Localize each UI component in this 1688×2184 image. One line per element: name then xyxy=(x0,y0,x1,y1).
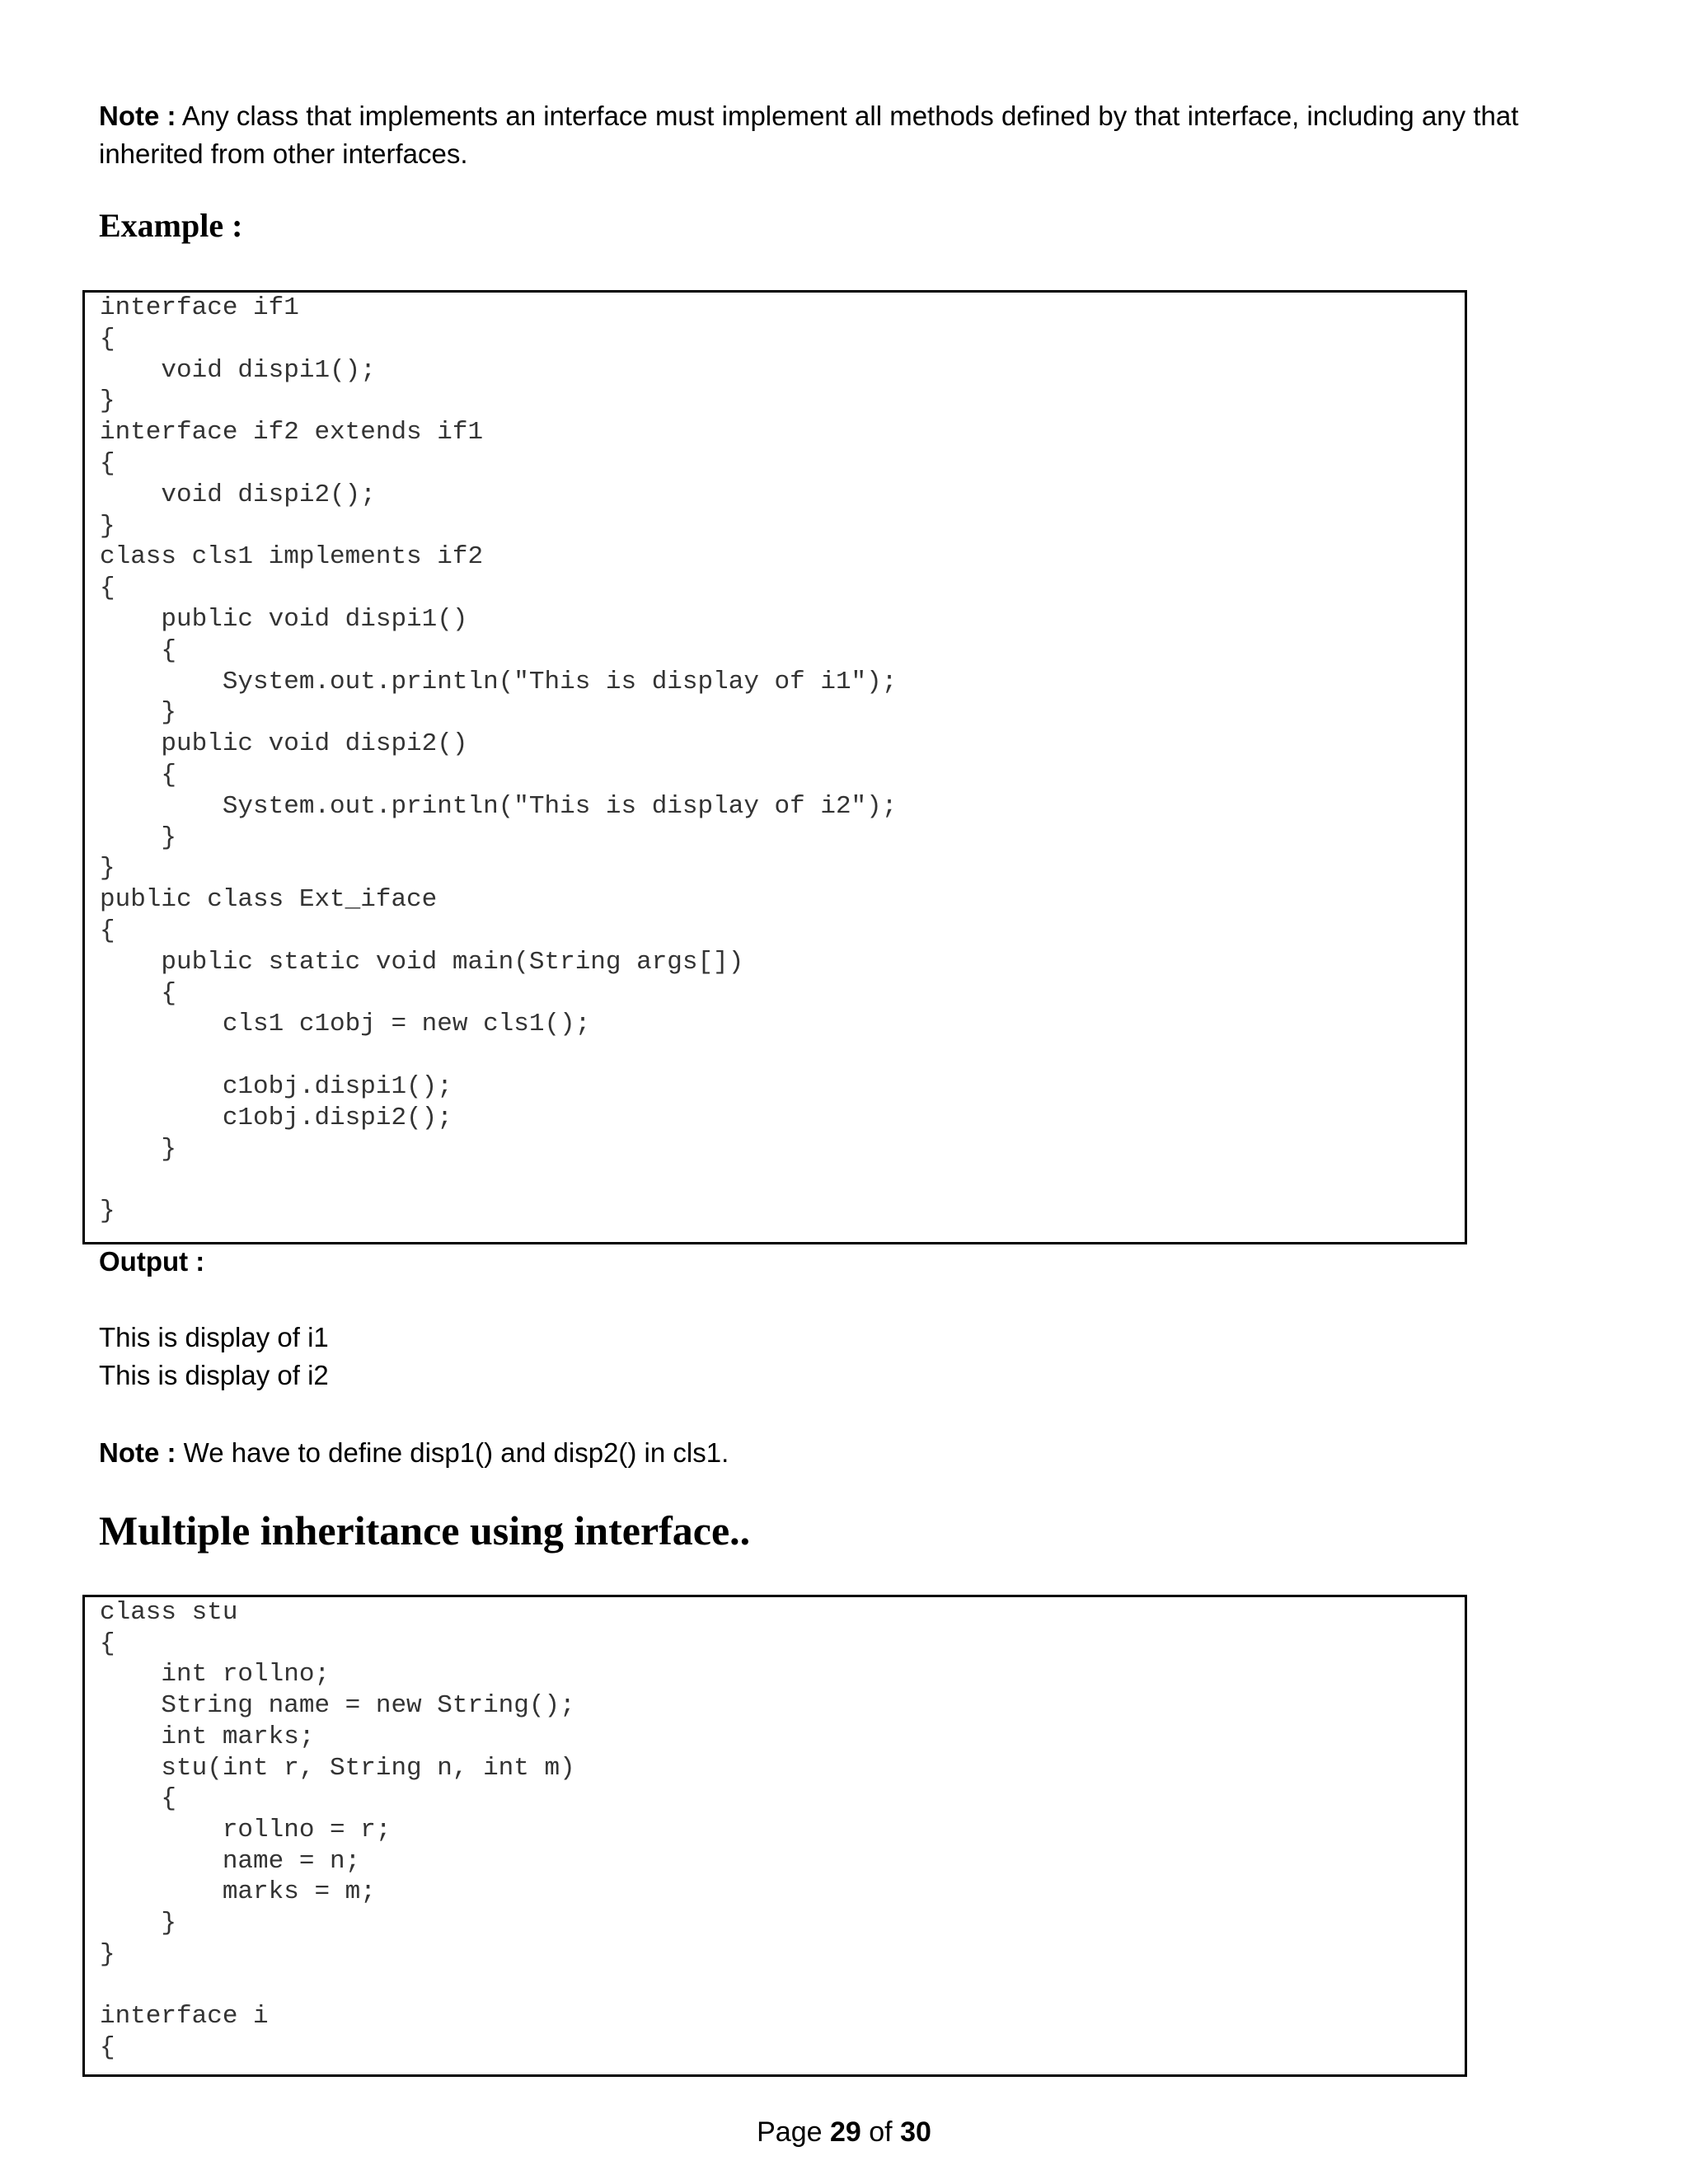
current-page-number: 29 xyxy=(829,2116,861,2148)
code-text: interface if1 { void dispi1(); } interface if2 extends if1 { void dispi2(); } class cls1 implements if2 { public void dispi1() { System.out.println("This is display of i1"); } public void dispi2() { System.out.println("This is display of i2"); } } public class Ext_iface { public static void main(String args[]) { cls1 c1obj = new cls1(); c1obj.dispi1(); c1obj.dispi2(); } } xyxy=(100,293,898,1226)
note-text: Any class that implements an interface must implement all methods defined by that interface, including any that inherited from other interfaces. xyxy=(99,101,1519,169)
note-paragraph xyxy=(99,97,1607,173)
total-page-number: 30 xyxy=(900,2116,931,2148)
output-line: This is display of i1 xyxy=(99,1322,329,1352)
of-word: of xyxy=(869,2116,893,2148)
code-block-multiple-inheritance xyxy=(82,1595,1467,2077)
example-heading: Example : xyxy=(99,207,243,244)
page-footer xyxy=(0,2116,1688,2149)
page-word: Page xyxy=(757,2116,823,2148)
note-label: Note : xyxy=(99,101,176,131)
note-label: Note : xyxy=(99,1437,176,1468)
code-block-interface-extends xyxy=(82,290,1467,1244)
note-paragraph-2 xyxy=(99,1434,729,1472)
output-lines xyxy=(99,1319,329,1394)
code-text: class stu { int rollno; String name = new String(); int marks; stu(int r, String n, int m) { rollno = r; name = n; marks = m; } } interface i { xyxy=(100,1598,575,2062)
section-heading: Multiple inheritance using interface.. xyxy=(99,1507,751,1554)
output-line: This is display of i2 xyxy=(99,1360,329,1390)
output-label: Output : xyxy=(99,1246,205,1277)
note-text: We have to define disp1() and disp2() in cls1. xyxy=(176,1437,729,1468)
